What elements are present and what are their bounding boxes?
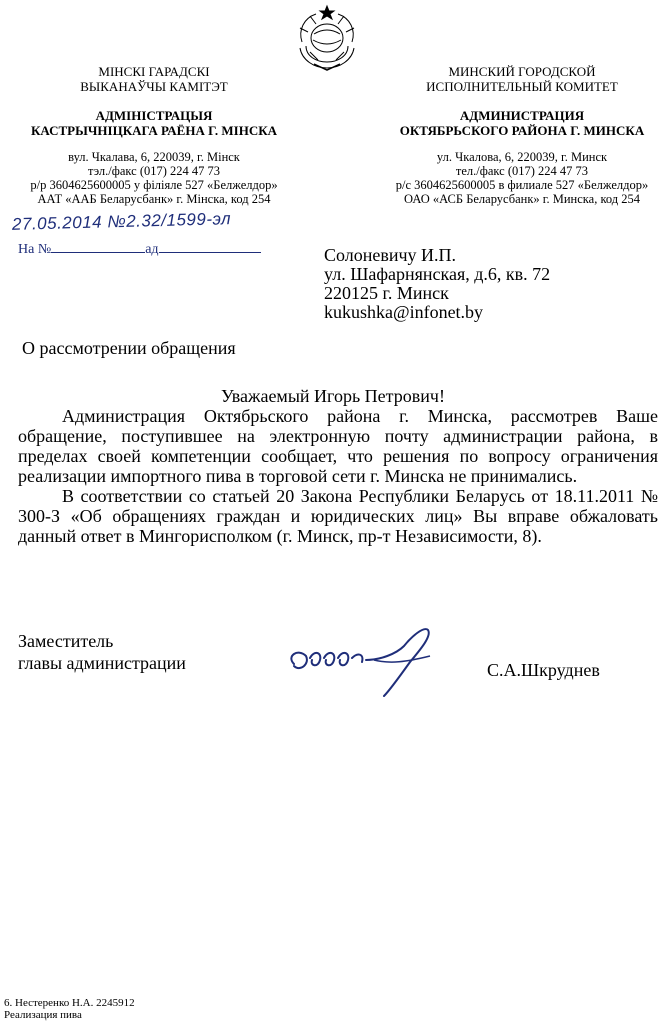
reference-label: На № bbox=[18, 242, 52, 257]
org-address: вул. Чкалава, 6, 220039, г. Мінск bbox=[68, 150, 240, 164]
org-name-line2: ВЫКАНАЎЧЫ КАМІТЭТ bbox=[80, 79, 228, 94]
body-paragraph: В соответствии со статьей 20 Закона Республики Беларусь от 18.11.2011 № 300-З «Об обращениях граждан и юридических лиц» Вы вправе обжаловать данный ответ в Мингорисполком (г. Минск, пр-т Независимости, 8). bbox=[18, 486, 658, 546]
addressee-name: Солоневичу И.П. bbox=[324, 245, 457, 265]
org-bank: ААТ «ААБ Беларусбанк» г. Мінска, код 254 bbox=[37, 192, 271, 206]
signer-position bbox=[18, 630, 186, 674]
org-bank: ОАО «АСБ Беларусбанк» г. Минска, код 254 bbox=[403, 192, 641, 206]
administration-name-line2: ОКТЯБРЬСКОГО РАЙОНА Г. МИНСКА bbox=[399, 123, 645, 138]
executor-footer bbox=[4, 997, 135, 1021]
org-name-line2: ИСПОЛНИТЕЛЬНЫЙ КОМИТЕТ bbox=[426, 79, 618, 94]
letter-subject: О рассмотрении обращения bbox=[22, 338, 236, 358]
letter-greeting: Уважаемый Игорь Петрович! bbox=[221, 386, 445, 406]
org-account: р/р 3604625600005 у філіяле 527 «Белжелдор» bbox=[30, 178, 278, 192]
administration-name-line2: КАСТРЫЧНІЦКАГА РАЁНА Г. МІНСКА bbox=[30, 123, 278, 138]
signer-name: С.А.Шкруднев bbox=[487, 660, 600, 680]
org-name-line1: МІНСКІ ГАРАДСКІ bbox=[98, 64, 210, 79]
executor-topic: Реализация пива bbox=[4, 1009, 82, 1021]
letter-body bbox=[18, 406, 658, 546]
reference-from-label: ад bbox=[145, 242, 159, 257]
org-phone: тэл./факс (017) 224 47 73 bbox=[87, 164, 221, 178]
addressee-email: kukushka@infonet.by bbox=[324, 302, 484, 322]
registration-number-handwritten: 27.05.2014 №2.32/1599-эл bbox=[11, 209, 232, 234]
handwritten-signature bbox=[280, 620, 440, 700]
org-address: ул. Чкалова, 6, 220039, г. Минск bbox=[436, 150, 608, 164]
letterhead-belarusian bbox=[4, 64, 304, 206]
position-line1: Заместитель bbox=[18, 631, 114, 651]
body-paragraph: Администрация Октябрьского района г. Минска, рассмотрев Ваше обращение, поступившее на электронную почту администрации района, в пределах своей компетенции сообщает, что решения по вопросу ограничения реализации импортного пива в торговой сети г. Минска не принимались. bbox=[18, 406, 658, 486]
executor-info: 6. Нестеренко Н.А. 2245912 bbox=[4, 997, 135, 1009]
administration-name-line1: АДМІНІСТРАЦЫЯ bbox=[95, 108, 213, 123]
administration-name-line1: АДМИНИСТРАЦИЯ bbox=[459, 108, 585, 123]
addressee-street: ул. Шафарнянская, д.6, кв. 72 bbox=[324, 264, 551, 284]
org-account: р/с 3604625600005 в филиале 527 «Белжелдор» bbox=[395, 178, 649, 192]
reference-line bbox=[18, 240, 261, 258]
addressee-city: 220125 г. Минск bbox=[324, 283, 449, 303]
letterhead-russian bbox=[372, 64, 666, 206]
org-phone: тел./факс (017) 224 47 73 bbox=[455, 164, 589, 178]
org-name-line1: МИНСКИЙ ГОРОДСКОЙ bbox=[448, 64, 596, 79]
addressee-block bbox=[324, 246, 550, 322]
position-line2: главы администрации bbox=[18, 653, 186, 673]
